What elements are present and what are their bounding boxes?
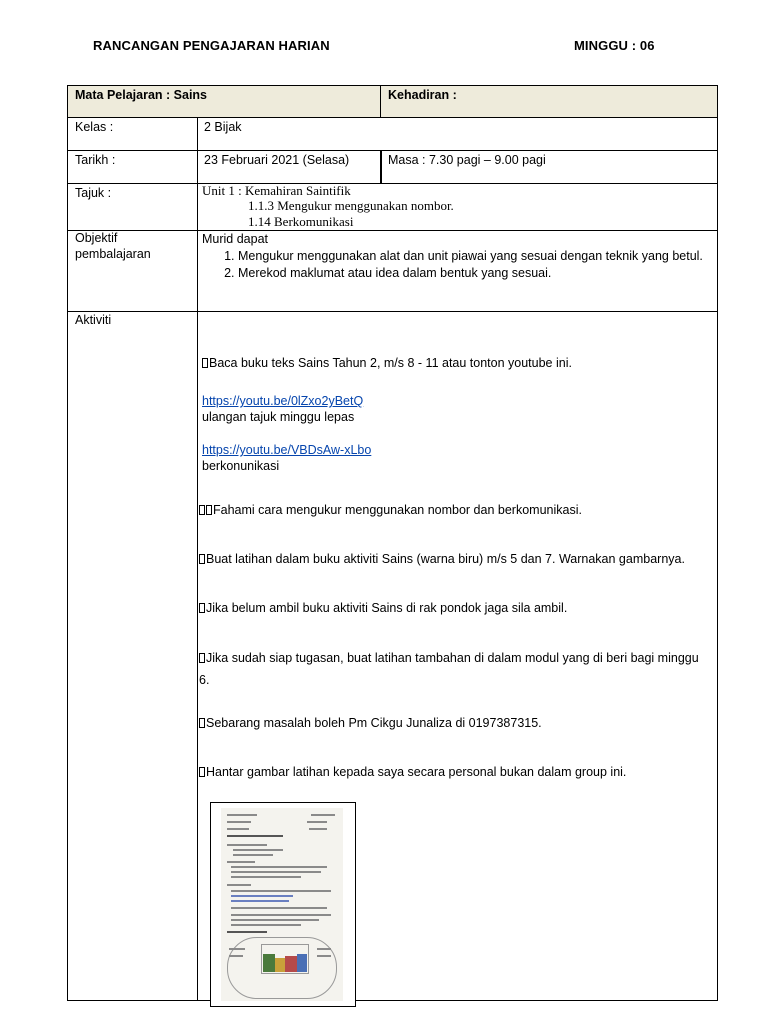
activity-collect [199, 601, 567, 615]
objective-label-line2: pembalajaran [75, 247, 151, 261]
date-value: 23 Februari 2021 (Selasa) [204, 153, 350, 167]
activity-exercise [199, 552, 685, 566]
subject-label: Mata Pelajaran : Sains [75, 88, 208, 102]
page-title: RANCANGAN PENGAJARAN HARIAN [93, 38, 330, 53]
topic-label-cell [67, 183, 198, 231]
activity-extra [199, 651, 699, 665]
activity-contact [199, 716, 542, 730]
link2-note: berkonunikasi [202, 459, 280, 473]
topic-label: Tajuk : [75, 186, 112, 200]
topic-sub-2: 1.14 Berkomunikasi [248, 214, 354, 229]
activity-send-text: Hantar gambar latihan kepada saya secara personal bukan dalam group ini. [206, 765, 627, 779]
bullet-glyph-icon [202, 358, 208, 368]
bullet-glyph-icon [199, 603, 205, 613]
activity-send [199, 765, 626, 779]
topic-sub-1: 1.1.3 Mengukur menggunakan nombor. [248, 198, 454, 213]
class-label-cell [67, 117, 198, 151]
date-label: Tarikh : [75, 153, 116, 167]
activity-label: Aktiviti [75, 313, 112, 327]
objective-item-1: 1. Mengukur menggunakan alat dan unit piawai yang sesuai dengan teknik yang betul. [238, 248, 728, 264]
bullet-glyph-icon [199, 767, 205, 777]
bullet-glyph-icon [199, 554, 205, 564]
objective-label-cell [67, 230, 198, 312]
topic-value-cell [197, 183, 718, 231]
activity-collect-text: Jika belum ambil buku aktiviti Sains di rak pondok jaga sila ambil. [206, 601, 568, 615]
activity-read [202, 356, 572, 370]
time-value-cell [380, 150, 718, 184]
activity-understand-text: Fahami cara mengukur menggunakan nombor dan berkomunikasi. [213, 503, 582, 517]
activity-understand [199, 503, 582, 517]
attendance-cell [380, 85, 718, 118]
topic-unit: Unit 1 : Kemahiran Saintifik [202, 183, 351, 198]
youtube-link-2[interactable]: https://youtu.be/VBDsAw-xLbo [202, 443, 372, 457]
week-label: MINGGU : 06 [574, 38, 655, 53]
bullet-glyph-icon [199, 718, 205, 728]
time-value: Masa : 7.30 pagi – 9.00 pagi [388, 153, 546, 167]
worksheet-photo [210, 802, 356, 1007]
activity-label-cell [67, 311, 198, 1001]
objective-value-cell [197, 230, 718, 312]
activity-contact-text: Sebarang masalah boleh Pm Cikgu Junaliza di 0197387315. [206, 716, 542, 730]
bullet-glyph-icon [206, 505, 212, 515]
subject-cell [67, 85, 382, 118]
activity-exercise-text: Buat latihan dalam buku aktiviti Sains (warna biru) m/s 5 dan 7. Warnakan gambarnya. [206, 552, 685, 566]
objective-list [202, 248, 728, 281]
activity-extra-line2: 6. [199, 673, 210, 687]
bullet-glyph-icon [199, 505, 205, 515]
worksheet-photo-paper [221, 808, 343, 1001]
activity-read-text: Baca buku teks Sains Tahun 2, m/s 8 - 11 atau tonton youtube ini. [209, 356, 572, 370]
date-value-cell [197, 150, 382, 184]
objective-intro: Murid dapat [202, 232, 269, 246]
objective-label-line1: Objektif [75, 231, 118, 245]
youtube-link-1[interactable]: https://youtu.be/0lZxo2yBetQ [202, 394, 364, 408]
date-label-cell [67, 150, 198, 184]
objective-item-2: 2. Merekod maklumat atau idea dalam bentuk yang sesuai. [238, 265, 728, 281]
class-value-cell [197, 117, 718, 151]
attendance-label: Kehadiran : [388, 88, 457, 102]
class-label: Kelas : [75, 120, 114, 134]
activity-extra-text: Jika sudah siap tugasan, buat latihan tambahan di dalam modul yang di beri bagi minggu [206, 651, 699, 665]
class-value: 2 Bijak [204, 120, 242, 134]
bullet-glyph-icon [199, 653, 205, 663]
link1-note: ulangan tajuk minggu lepas [202, 410, 355, 424]
